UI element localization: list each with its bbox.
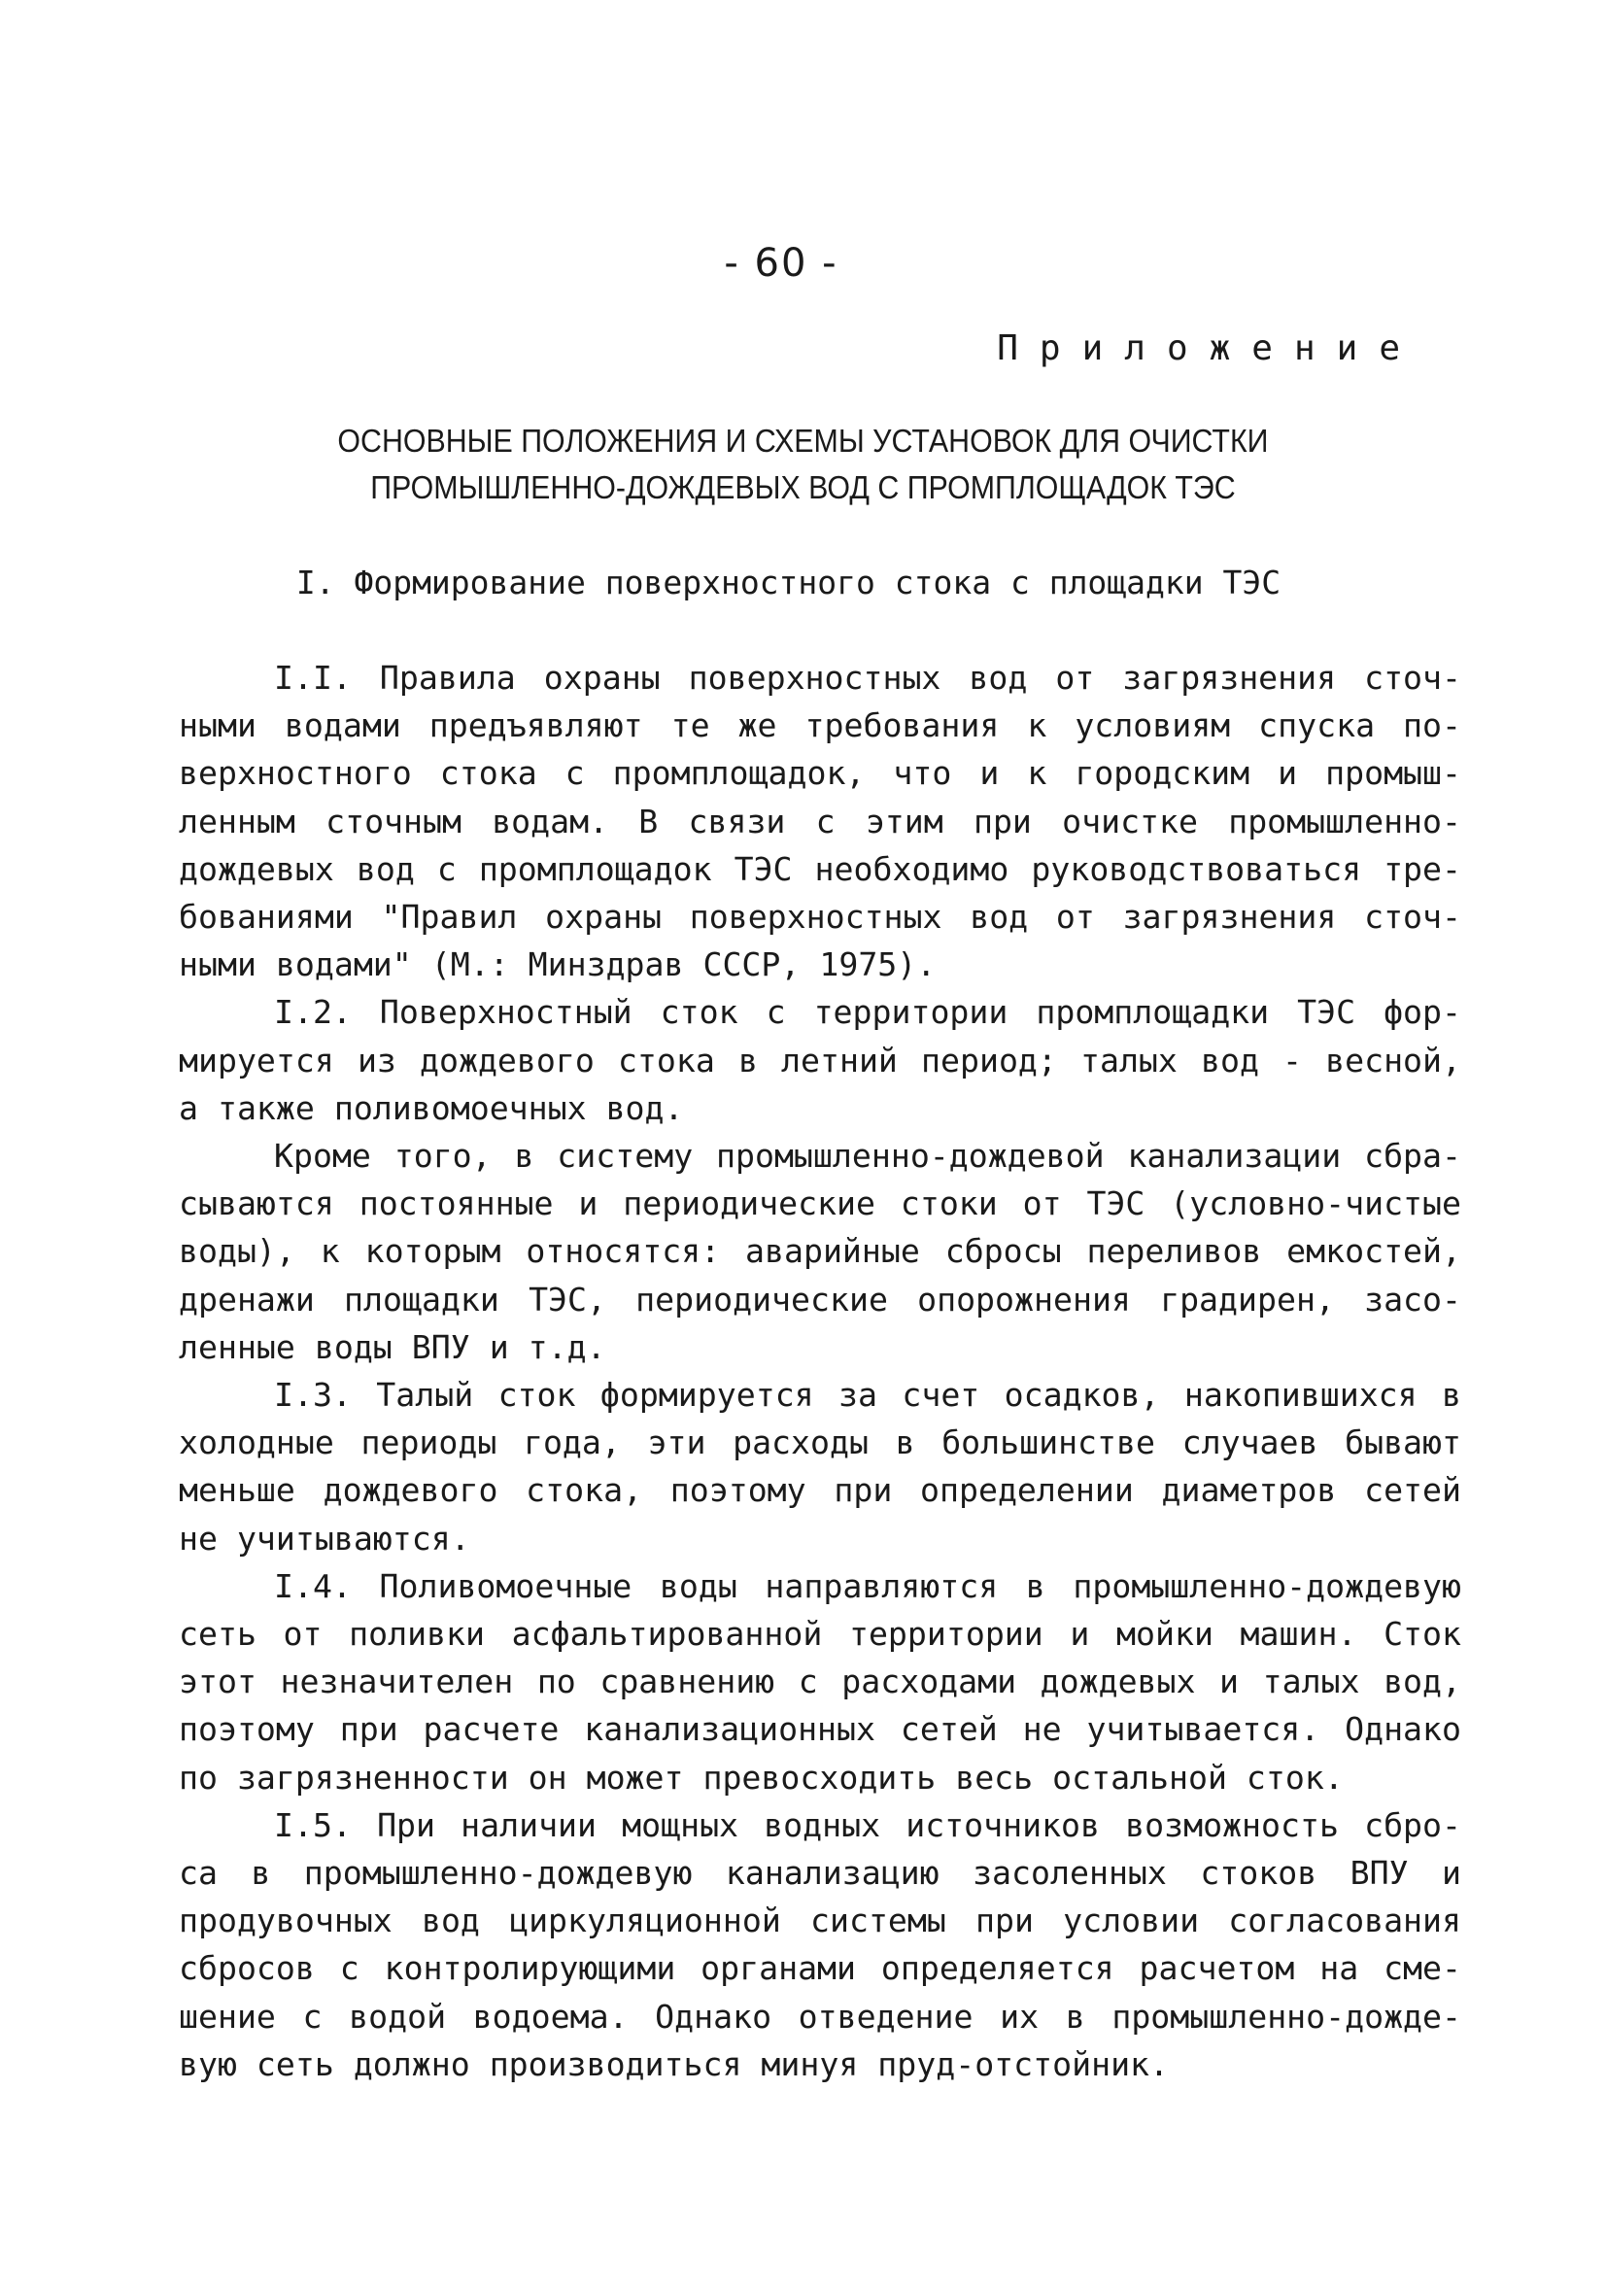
text-line: не учитываются. (179, 1519, 470, 1558)
text-line: дренажи площадки ТЭС, периодические опорожнения градирен, засо- (179, 1280, 1461, 1319)
text-line: I.3. Талый сток формируется за счет осадков, накопившихся в (274, 1376, 1461, 1415)
text-line: верхностного стока с промплощадок, что и к городским и промыш- (179, 754, 1461, 793)
section-heading: I. Формирование поверхностного стока с площадки ТЭС (295, 564, 1281, 601)
text-line: бованиями "Правил охраны поверхностных вод от загрязнения сточ- (179, 898, 1461, 937)
text-line: вую сеть должно производиться минуя пруд-отстойник. (179, 2044, 1170, 2083)
appendix-label: Приложение (997, 328, 1421, 368)
text-line: холодные периоды года, эти расходы в большинстве случаев бывают (179, 1423, 1461, 1462)
text-line: шение с водой водоема. Однако отведение их в промышленно-дожде- (179, 1997, 1461, 2036)
text-line: меньше дождевого стока, поэтому при определении диаметров сетей (179, 1471, 1461, 1510)
text-line: мируется из дождевого стока в летний период; талых вод - весной, (179, 1041, 1461, 1079)
document-title-line-1: ОСНОВНЫЕ ПОЛОЖЕНИЯ И СХЕМЫ УСТАНОВОК ДЛЯ ОЧИСТКИ (337, 423, 1269, 459)
text-line: по загрязненности он может превосходить весь остальной сток. (179, 1758, 1344, 1797)
text-line: Кроме того, в систему промышленно-дождевой канализации сбра- (274, 1137, 1461, 1176)
text-line: сеть от поливки асфальтированной территории и мойки машин. Сток (179, 1615, 1461, 1654)
text-line: воды), к которым относятся: аварийные сбросы переливов емкостей, (179, 1232, 1461, 1271)
text-line: I.I. Правила охраны поверхностных вод от загрязнения сточ- (274, 659, 1461, 697)
document-title (64, 418, 1542, 511)
text-line: поэтому при расчете канализационных сетей не учитывается. Однако (179, 1710, 1461, 1749)
text-line: дождевых вод с промплощадок ТЭС необходимо руководствоваться тре- (179, 849, 1461, 888)
text-line: продувочных вод циркуляционной системы при условии согласования (179, 1902, 1461, 1940)
text-line: ленным сточным водам. В связи с этим при очистке промышленно- (179, 802, 1461, 840)
document-title-line-2: ПРОМЫШЛЕННО-ДОЖДЕВЫХ ВОД С ПРОМПЛОЩАДОК ТЭС (370, 469, 1236, 505)
text-line: сбросов с контролирующими органами определяется расчетом на сме- (179, 1949, 1461, 1988)
text-line: ными водами предъявляют те же требования к условиям спуска по- (179, 706, 1461, 745)
text-line: I.2. Поверхностный сток с территории промплощадки ТЭС фор- (274, 993, 1461, 1032)
body-text (179, 654, 1461, 2088)
text-line: ными водами" (М.: Минздрав СССР, 1975). (179, 945, 937, 984)
text-line: I.5. При наличии мощных водных источников возможность сбро- (274, 1805, 1461, 1844)
page-number: - 60 - (724, 241, 838, 286)
text-line: сываются постоянные и периодические стоки от ТЭС (условно-чистые (179, 1184, 1461, 1223)
text-line: са в промышленно-дождевую канализацию засоленных стоков ВПУ и (179, 1854, 1461, 1893)
text-line: а также поливомоечных вод. (179, 1088, 684, 1127)
text-line: I.4. Поливомоечные воды направляются в промышленно-дождевую (274, 1566, 1461, 1605)
text-line: этот незначителен по сравнению с расходами дождевых и талых вод, (179, 1662, 1461, 1701)
text-line: ленные воды ВПУ и т.д. (179, 1327, 606, 1366)
